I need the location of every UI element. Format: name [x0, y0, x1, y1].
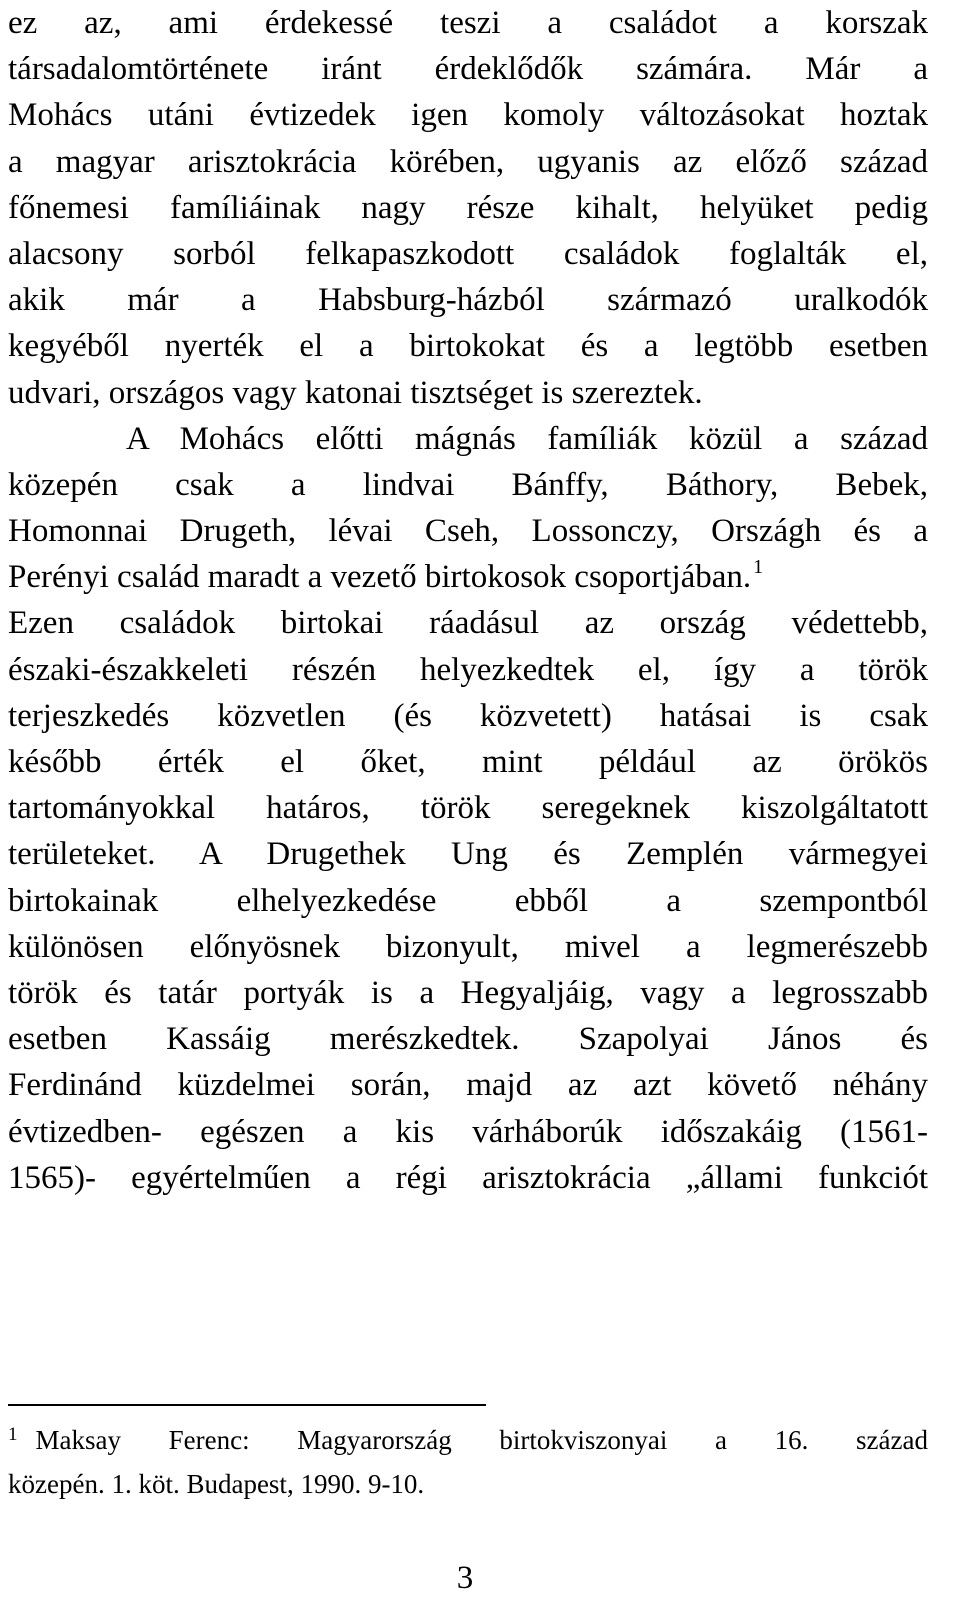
body-text: [8, 0, 928, 1201]
text-line: társadalomtörténete iránt érdeklődők számára. Már a: [8, 51, 928, 88]
text-line: birtokainak elhelyezkedése ebből a szempontból: [8, 882, 928, 919]
text-line: Ezen családok birtokai ráadásul az ország védettebb,: [8, 605, 928, 642]
text-line: török és tatár portyák is a Hegyaljáig, vagy a legrosszabb: [8, 974, 928, 1011]
text-line: főnemesi famíliáinak nagy része kihalt, helyüket pedig: [8, 189, 928, 226]
text-line: a magyar arisztokrácia körében, ugyanis az előző század: [8, 143, 928, 180]
text-line: Mohács utáni évtizedek igen komoly változásokat hoztak: [8, 97, 928, 134]
text-line: terjeszkedés közvetlen (és közvetett) hatásai is csak: [8, 697, 928, 734]
text-line: alacsony sorból felkapaszkodott családok foglalták el,: [8, 235, 928, 272]
page-number: 3: [456, 1560, 474, 1596]
text-line: ez az, ami érdekessé teszi a családot a korszak: [8, 5, 928, 41]
text-line: A Mohács előtti mágnás famíliák közül a század: [126, 420, 928, 457]
text-line: akik már a Habsburg-házból származó uralkodók: [8, 282, 928, 319]
text-line: később érték el őket, mint például az örökös: [8, 744, 928, 780]
text-line: Ferdinánd küzdelmei során, majd az azt követő néhány: [8, 1067, 928, 1104]
text-line: Homonnai Drugeth, lévai Cseh, Lossonczy, Országh és a: [8, 513, 928, 550]
footnote-line: közepén. 1. köt. Budapest, 1990. 9-10.: [8, 1469, 425, 1499]
footnote-line: [8, 1420, 928, 1464]
text-line: északi-északkeleti részén helyezkedtek el, így a török: [8, 651, 928, 688]
footnote-text: Maksay Ferenc: Magyarország birtokviszonyai a 16. század: [35, 1425, 928, 1455]
footnote-reference: 1: [753, 556, 764, 579]
text-line: évtizedben- egészen a kis várháborúk időszakáig (1561-: [8, 1113, 928, 1150]
text-line-with-footnote: [8, 554, 928, 600]
footnote-number: 1: [8, 1424, 18, 1445]
text-line: kegyéből nyerték el a birtokokat és a legtöbb esetben: [8, 328, 928, 365]
text-line: különösen előnyösnek bizonyult, mivel a legmerészebb: [8, 928, 928, 965]
footnote: [8, 1420, 928, 1504]
text-line: Perényi család maradt a vezető birtokosok csoportjában.: [8, 559, 752, 596]
text-line: területeket. A Drugethek Ung és Zemplén vármegyei: [8, 836, 928, 873]
footnote-separator: [8, 1404, 486, 1406]
text-line: 1565)- egyértelműen a régi arisztokrácia „állami funkciót: [8, 1159, 928, 1196]
text-line: esetben Kassáig merészkedtek. Szapolyai János és: [8, 1021, 928, 1058]
text-line: udvari, országos vagy katonai tisztséget is szereztek.: [8, 374, 703, 411]
text-line: tartományokkal határos, török seregeknek kiszolgáltatott: [8, 790, 928, 827]
text-line: közepén csak a lindvai Bánffy, Báthory, Bebek,: [8, 466, 928, 503]
